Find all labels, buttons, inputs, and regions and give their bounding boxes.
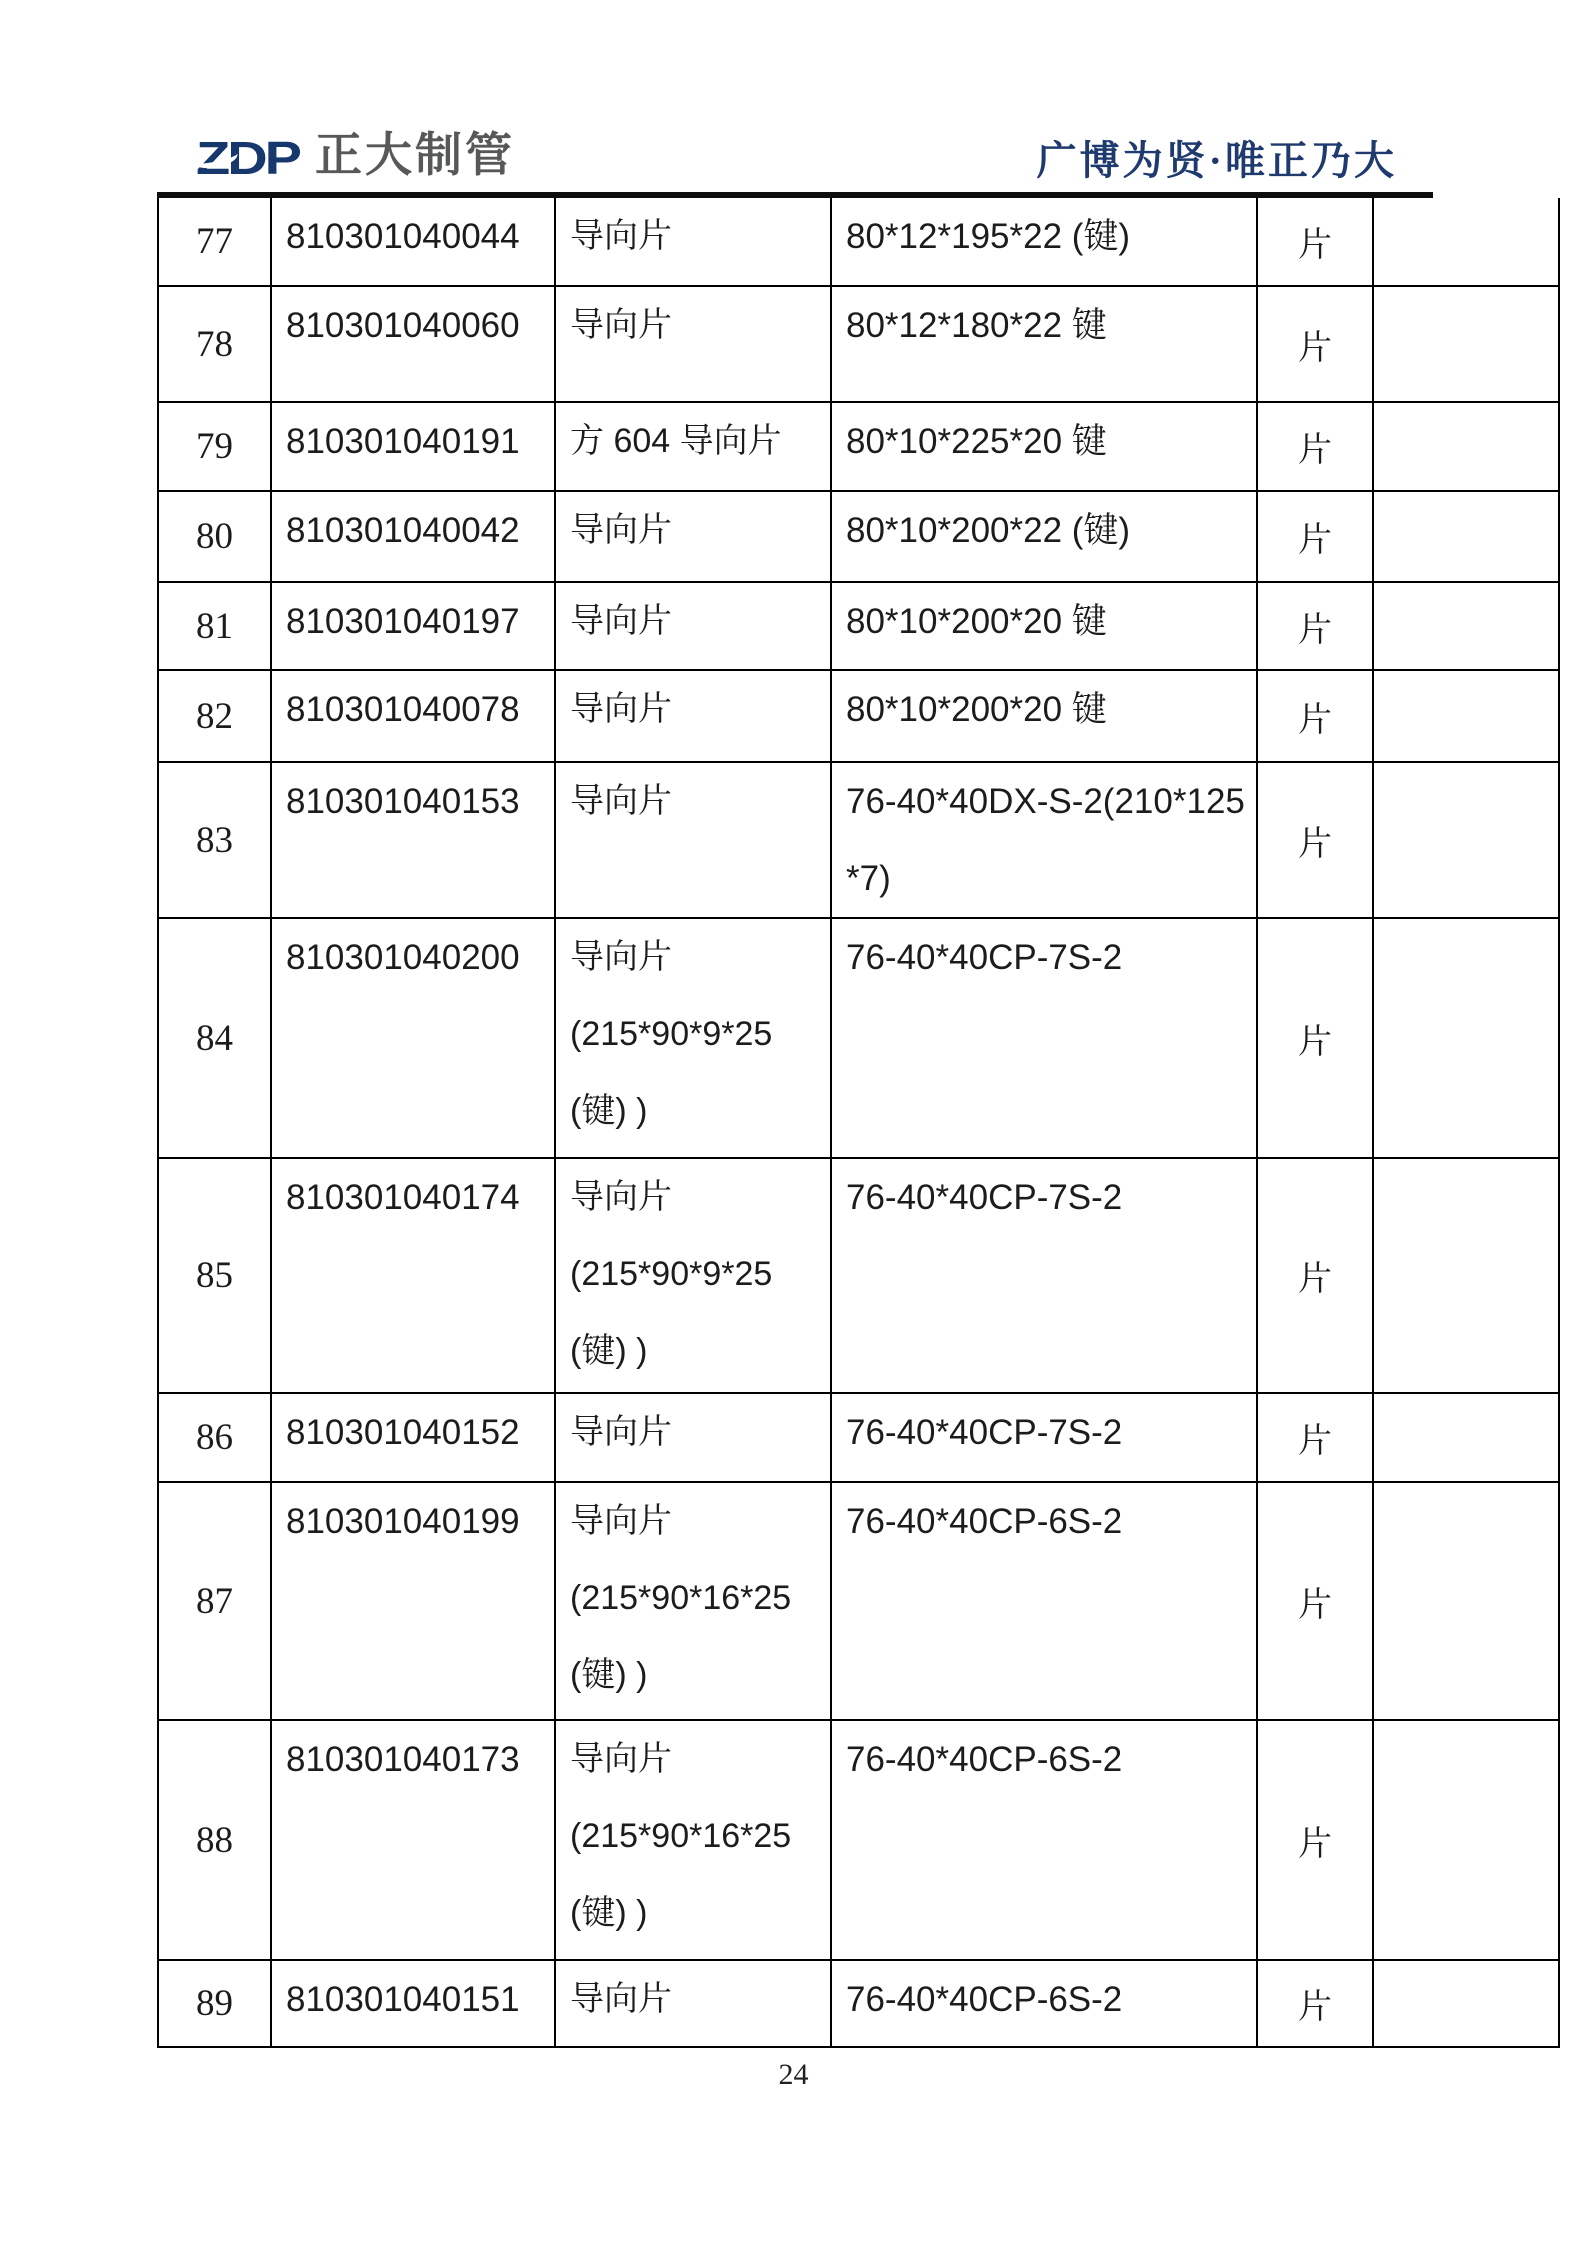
empty-cell [1374, 1394, 1560, 1483]
unit-cell: 片 [1258, 1721, 1374, 1961]
row-number: 89 [159, 1961, 272, 2048]
table-row [159, 671, 1560, 763]
parts-table [157, 198, 1560, 2048]
table-row [159, 403, 1560, 492]
material-name-cell [556, 1159, 832, 1394]
material-spec-cell [832, 198, 1258, 287]
material-name-cell [556, 1961, 832, 2048]
empty-cell [1374, 919, 1560, 1159]
material-name: 导向片 [570, 1740, 672, 1778]
material-code: 810301040042 [272, 492, 556, 583]
unit-cell: 片 [1258, 763, 1374, 919]
material-name-line: (215*90*16*25 [570, 1817, 792, 1855]
material-name-line: (键) ) [570, 1092, 648, 1130]
material-code: 810301040197 [272, 583, 556, 671]
table-row [159, 763, 1560, 919]
logo-company-name: 正大制管 [315, 128, 515, 181]
row-number: 87 [159, 1483, 272, 1721]
row-number: 84 [159, 919, 272, 1159]
material-spec-cell [832, 1483, 1258, 1721]
row-number: 77 [159, 198, 272, 287]
material-spec-cell [832, 671, 1258, 763]
unit-cell: 片 [1258, 287, 1374, 403]
empty-cell [1374, 403, 1560, 492]
material-spec-cell [832, 1394, 1258, 1483]
material-spec-cell [832, 1159, 1258, 1394]
material-name-line: (215*90*16*25 [570, 1579, 792, 1617]
table-row [159, 1961, 1560, 2048]
material-name-line: (键) ) [570, 1894, 648, 1932]
unit-cell: 片 [1258, 403, 1374, 492]
material-spec: 80*12*180*22 键 [846, 306, 1107, 345]
material-name: 导向片 [570, 306, 672, 344]
material-name-cell [556, 583, 832, 671]
material-code: 810301040078 [272, 671, 556, 763]
material-spec: 76-40*40DX-S-2(210*125 [846, 782, 1245, 821]
material-name: 方 604 导向片 [570, 422, 782, 460]
material-name-cell [556, 1721, 832, 1961]
material-spec-cell [832, 287, 1258, 403]
material-spec-cell [832, 492, 1258, 583]
material-name-cell [556, 671, 832, 763]
table-row [159, 492, 1560, 583]
unit-cell: 片 [1258, 1961, 1374, 2048]
material-spec-cell [832, 1961, 1258, 2048]
table-row [159, 1159, 1560, 1394]
material-code: 810301040152 [272, 1394, 556, 1483]
table-row [159, 1394, 1560, 1483]
material-spec: 76-40*40CP-6S-2 [846, 1740, 1123, 1779]
material-name-line: (215*90*9*25 [570, 1255, 773, 1293]
material-spec: 76-40*40CP-7S-2 [846, 1178, 1123, 1217]
empty-cell [1374, 1961, 1560, 2048]
unit-cell: 片 [1258, 583, 1374, 671]
material-spec-cell [832, 403, 1258, 492]
material-name-cell [556, 492, 832, 583]
empty-cell [1374, 1721, 1560, 1961]
material-name-cell [556, 763, 832, 919]
material-code: 810301040174 [272, 1159, 556, 1394]
row-number: 82 [159, 671, 272, 763]
material-name: 导向片 [570, 938, 672, 976]
material-name-cell [556, 919, 832, 1159]
material-spec: 80*10*200*20 键 [846, 602, 1107, 641]
company-motto: 广博为贤·唯正乃大 [1036, 138, 1397, 183]
material-name-line: (键) ) [570, 1332, 648, 1370]
empty-cell [1374, 763, 1560, 919]
unit-cell: 片 [1258, 492, 1374, 583]
unit-cell: 片 [1258, 1394, 1374, 1483]
logo-zdp-text: ZDP [196, 132, 299, 184]
empty-cell [1374, 492, 1560, 583]
material-spec: 76-40*40CP-7S-2 [846, 1413, 1123, 1452]
material-name: 导向片 [570, 1502, 672, 1540]
table-row [159, 1721, 1560, 1961]
material-spec: 80*10*225*20 键 [846, 422, 1107, 461]
empty-cell [1374, 287, 1560, 403]
material-spec: 76-40*40CP-7S-2 [846, 938, 1123, 977]
unit-cell: 片 [1258, 919, 1374, 1159]
material-code: 810301040044 [272, 198, 556, 287]
material-spec-cell [832, 1721, 1258, 1961]
table-row [159, 919, 1560, 1159]
material-name: 导向片 [570, 782, 672, 820]
material-spec-cell [832, 919, 1258, 1159]
material-name: 导向片 [570, 690, 672, 728]
material-spec: 80*12*195*22 (键) [846, 217, 1131, 256]
empty-cell [1374, 1483, 1560, 1721]
unit-cell: 片 [1258, 1159, 1374, 1394]
material-name: 导向片 [570, 1980, 672, 2018]
row-number: 80 [159, 492, 272, 583]
material-spec: 80*10*200*22 (键) [846, 511, 1131, 550]
table-row [159, 287, 1560, 403]
material-name-cell [556, 198, 832, 287]
row-number: 81 [159, 583, 272, 671]
material-code: 810301040151 [272, 1961, 556, 2048]
table-row [159, 198, 1560, 287]
row-number: 86 [159, 1394, 272, 1483]
material-name-cell [556, 1394, 832, 1483]
material-code: 810301040173 [272, 1721, 556, 1961]
material-name: 导向片 [570, 1178, 672, 1216]
empty-cell [1374, 1159, 1560, 1394]
empty-cell [1374, 583, 1560, 671]
row-number: 83 [159, 763, 272, 919]
row-number: 79 [159, 403, 272, 492]
material-name: 导向片 [570, 602, 672, 640]
empty-cell [1374, 671, 1560, 763]
row-number: 85 [159, 1159, 272, 1394]
material-name: 导向片 [570, 511, 672, 549]
material-name-cell [556, 287, 832, 403]
empty-cell [1374, 198, 1560, 287]
row-number: 88 [159, 1721, 272, 1961]
unit-cell: 片 [1258, 1483, 1374, 1721]
material-spec: 76-40*40CP-6S-2 [846, 1980, 1123, 2019]
material-code: 810301040200 [272, 919, 556, 1159]
row-number: 78 [159, 287, 272, 403]
material-name-cell [556, 403, 832, 492]
material-spec-line: *7) [846, 859, 891, 898]
table-row [159, 583, 1560, 671]
unit-cell: 片 [1258, 671, 1374, 763]
company-logo [196, 128, 515, 184]
logo-zdp-mark [196, 132, 299, 184]
material-name-line: (215*90*9*25 [570, 1015, 773, 1053]
material-spec-cell [832, 583, 1258, 671]
material-name: 导向片 [570, 1413, 672, 1451]
material-spec: 76-40*40CP-6S-2 [846, 1502, 1123, 1541]
material-name-line: (键) ) [570, 1656, 648, 1694]
page-number: 24 [778, 2058, 809, 2091]
material-spec-cell [832, 763, 1258, 919]
material-code: 810301040153 [272, 763, 556, 919]
material-code: 810301040060 [272, 287, 556, 403]
material-name-cell [556, 1483, 832, 1721]
material-name: 导向片 [570, 217, 672, 255]
material-code: 810301040199 [272, 1483, 556, 1721]
unit-cell: 片 [1258, 198, 1374, 287]
material-code: 810301040191 [272, 403, 556, 492]
table-row [159, 1483, 1560, 1721]
material-spec: 80*10*200*20 键 [846, 690, 1107, 729]
